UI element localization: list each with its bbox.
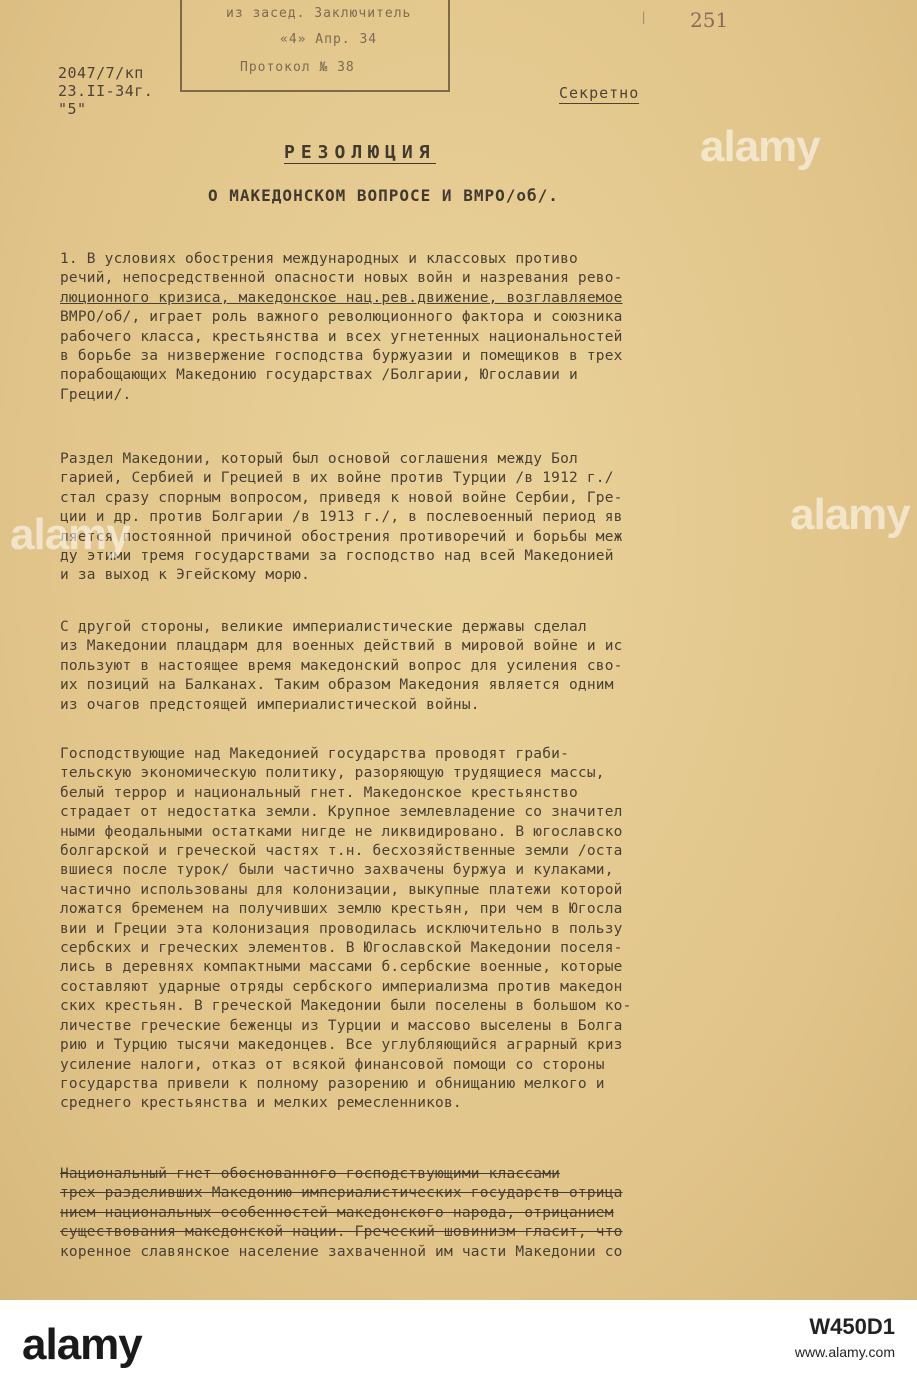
- document-subtitle: О МАКЕДОНСКОМ ВОПРОСЕ И ВМРО/об/.: [208, 186, 559, 205]
- text-line: Греции/.: [60, 386, 132, 403]
- text-line: страдает от недостатка земли. Крупное землевладение со значител: [60, 804, 623, 821]
- text-line: коренное славянское население захваченной им части Македонии со: [60, 1243, 623, 1260]
- stamp-line-1: из засед. Заключитель: [226, 6, 412, 21]
- text-line: составляют ударные отряды сербского империализма против македон: [60, 978, 623, 995]
- text-line: государства привели к полному разорению и обнищанию мелкого и: [60, 1075, 605, 1092]
- reference-number: 2047/7/кп: [58, 64, 144, 82]
- text-line: рию и Турцию тысячи македонцев. Все углубляющийся аграрный криз: [60, 1037, 623, 1054]
- text-line: ложатся бременем на получивших землю крестьян, при чем в Югосла: [60, 901, 623, 918]
- paragraph-5-struck: [60, 1165, 860, 1262]
- stock-footer: [0, 1300, 917, 1390]
- site-url: www.alamy.com: [794, 1344, 895, 1360]
- document-title: РЕЗОЛЮЦИЯ: [284, 142, 436, 163]
- text-line: нием национальных особенностей македонского народа, отрицанием: [60, 1204, 614, 1221]
- text-line: сербских и греческих элементов. В Югославской Македонии поселя-: [60, 940, 623, 957]
- text-line: порабощающих Македонию государствах /Болгарии, Югославии и: [60, 367, 578, 384]
- paragraph-4: [60, 745, 860, 1114]
- text-line: гарией, Сербией и Грецией в их войне против Турции /в 1912 г./: [60, 470, 614, 487]
- text-line: Господствующие над Македонией государства проводят граби-: [60, 746, 569, 762]
- image-id-block: [795, 1314, 895, 1360]
- page-mark: 251: [690, 8, 729, 32]
- corner-mark: |: [640, 10, 648, 24]
- watermark: alamy: [790, 490, 910, 539]
- text-line: и за выход к Эгейскому морю.: [60, 567, 311, 584]
- text-line: личестве греческие беженцы из Турции и массово выселены в Болга: [60, 1017, 623, 1034]
- reference-copy: "5": [58, 100, 87, 118]
- alamy-logo: alamy: [22, 1320, 142, 1369]
- text-line: речий, непосредственной опасности новых войн и назревания рево-: [60, 270, 623, 287]
- text-line: ВМРО/об/, играет роль важного революционного фактора и союзника: [60, 309, 623, 326]
- text-line: частично использованы для колонизации, выкупные платежи которой: [60, 881, 623, 898]
- text-line: ными феодальными остатками нигде не ликвидировано. В югославско: [60, 823, 623, 840]
- stamp-line-3: Протокол № 38: [240, 60, 355, 75]
- text-line: Национальный гнет обоснованного господствующими классами: [60, 1166, 561, 1182]
- watermark: alamy: [10, 510, 130, 559]
- paragraph-1: [60, 250, 860, 405]
- text-line: стал сразу спорным вопросом, приведя к новой войне Сербии, Гре-: [60, 489, 623, 506]
- text-line: вии и Греции эта колонизация проводилась исключительно в пользу: [60, 920, 623, 937]
- reference-block: [58, 64, 153, 118]
- text-line: болгарской и греческой частях т.н. бесхозяйственные земли /оста: [60, 843, 623, 860]
- text-line: их позиций на Балканах. Таким образом Македония является одним: [60, 677, 614, 694]
- paragraph-3: [60, 618, 860, 715]
- text-line: тельскую экономическую политику, разоряющую трудящиеся массы,: [60, 765, 605, 782]
- text-line: С другой стороны, великие империалистические державы сделал: [60, 619, 587, 635]
- text-line: существования македонской нации. Греческий шовинизм гласит, что: [60, 1224, 623, 1241]
- text-line: пользуют в настоящее время македонский вопрос для усиления сво-: [60, 657, 623, 674]
- text-line: ции и др. против Болгарии /в 1913 г./, в послевоенный период яв: [60, 509, 623, 526]
- text-line: ляется постоянной причиной обострения противоречий и борьбы меж: [60, 528, 623, 545]
- text-line: усиление налоги, отказ от всякой финансовой помощи со стороны: [60, 1056, 605, 1073]
- watermark: alamy: [700, 122, 820, 171]
- secret-label: Секретно: [559, 84, 640, 102]
- text-line: 1. В условиях обострения международных и классовых противо: [60, 251, 578, 267]
- stamp-line-2: «4» Апр. 34: [280, 32, 378, 47]
- text-line: в борьбе за низвержение господства буржуазии и помещиков в трех: [60, 348, 623, 365]
- text-line: среднего крестьянства и мелких ремесленников.: [60, 1095, 462, 1112]
- text-line: белый террор и национальный гнет. Македонское крестьянство: [60, 784, 578, 801]
- text-line: из очагов предстоящей империалистической войны.: [60, 696, 480, 713]
- text-line: Раздел Македонии, который был основой соглашения между Бол: [60, 451, 578, 467]
- paragraph-2: [60, 450, 860, 586]
- reference-date: 23.II-34г.: [58, 82, 154, 100]
- archive-stamp: [180, 0, 450, 92]
- text-line: рабочего класса, крестьянства и всех угнетенных национальностей: [60, 328, 623, 345]
- text-line: вшиеся после турок/ были частично захвачены буржуа и кулаками,: [60, 862, 614, 879]
- text-line: ских крестьян. В греческой Македонии были поселены в большом ко-: [60, 998, 632, 1015]
- text-line: из Македонии плацдарм для военных действий в мировой войне и ис: [60, 638, 623, 655]
- image-code: W450D1: [809, 1314, 895, 1339]
- text-line: ду этими тремя государствами за господство над всей Македонией: [60, 548, 614, 565]
- text-line: лись в деревнях компактными массами б.сербские военные, которые: [60, 959, 623, 976]
- text-line: трех разделивших Македонию империалистических государств отрица: [60, 1185, 623, 1202]
- text-line: люционного кризиса, македонское нац.рев.движение, возглавляемое: [60, 289, 623, 306]
